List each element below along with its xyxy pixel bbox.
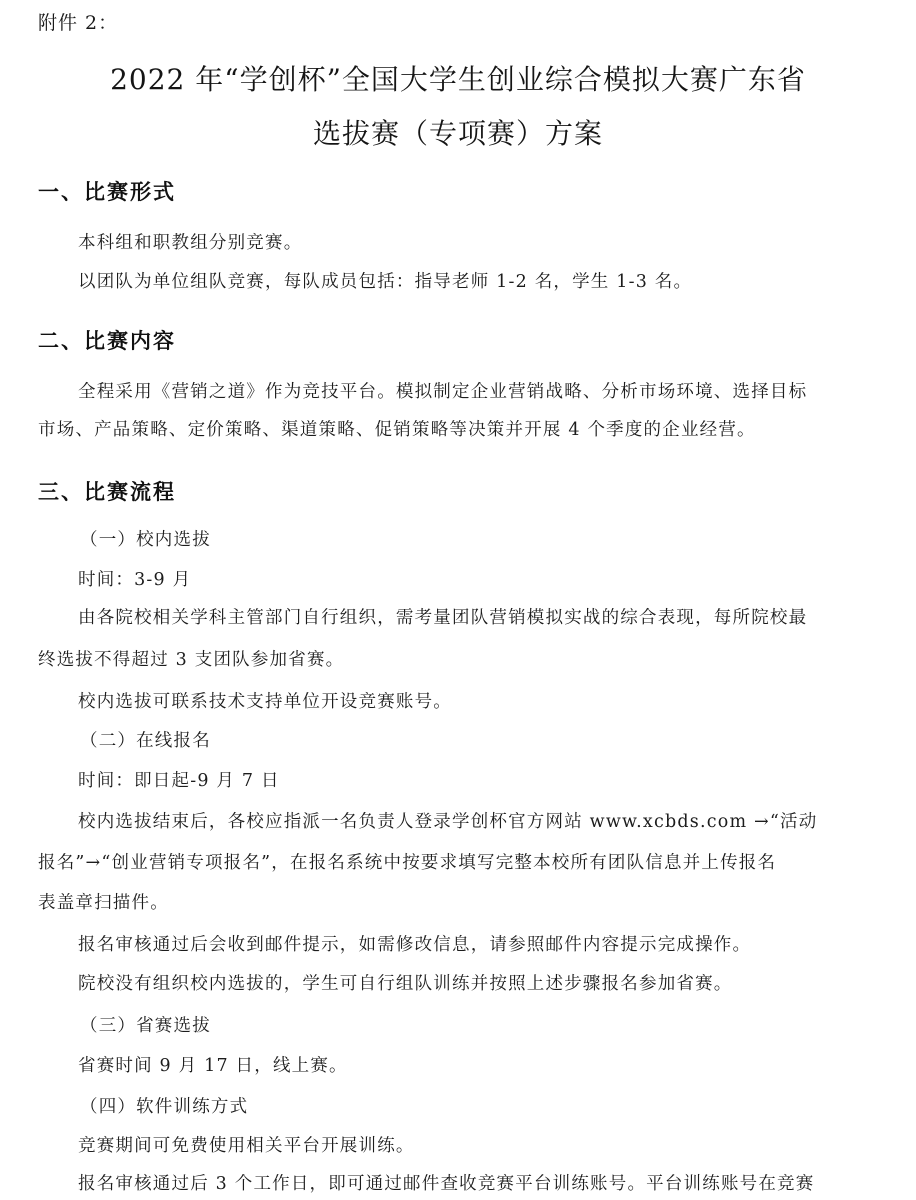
paragraph: 时间：3-9 月 (78, 570, 192, 590)
paragraph: 院校没有组织校内选拔的，学生可自行组队训练并按照上述步骤报名参加省赛。 (78, 974, 733, 994)
section-heading-content: 二、比赛内容 (38, 329, 176, 353)
paragraph: 表盖章扫描件。 (38, 893, 169, 913)
section-heading-process: 三、比赛流程 (38, 480, 176, 504)
document-title-line-2: 选拔赛（专项赛）方案 (312, 117, 603, 150)
paragraph: 本科组和职教组分别竞赛。 (78, 233, 303, 253)
section-heading-format: 一、比赛形式 (38, 180, 176, 204)
subheading: （一）校内选拔 (80, 530, 211, 550)
paragraph: 终选拔不得超过 3 支团队参加省赛。 (38, 650, 345, 670)
paragraph: 校内选拔结束后，各校应指派一名负责人登录学创杯官方网站 www.xcbds.com →“活动 (78, 812, 818, 832)
paragraph: 报名”→“创业营销专项报名”，在报名系统中按要求填写完整本校所有团队信息并上传报名 (38, 853, 777, 873)
paragraph: 竞赛期间可免费使用相关平台开展训练。 (78, 1136, 415, 1156)
paragraph: 由各院校相关学科主管部门自行组织，需考量团队营销模拟实战的综合表现，每所院校最 (78, 608, 808, 628)
paragraph: 全程采用《营销之道》作为竞技平台。模拟制定企业营销战略、分析市场环境、选择目标 (78, 382, 808, 402)
paragraph: 报名审核通过后 3 个工作日，即可通过邮件查收竞赛平台训练账号。平台训练账号在竞赛 (78, 1174, 815, 1194)
subheading: （四）软件训练方式 (80, 1097, 249, 1117)
paragraph: 以团队为单位组队竞赛，每队成员包括：指导老师 1-2 名，学生 1-3 名。 (78, 272, 693, 292)
paragraph: 省赛时间 9 月 17 日，线上赛。 (78, 1056, 348, 1076)
document-title-line-1: 2022 年“学创杯”全国大学生创业综合模拟大赛广东省 (110, 63, 806, 96)
subheading: （三）省赛选拔 (80, 1016, 211, 1036)
paragraph: 报名审核通过后会收到邮件提示，如需修改信息，请参照邮件内容提示完成操作。 (78, 935, 752, 955)
paragraph: 市场、产品策略、定价策略、渠道策略、促销策略等决策并开展 4 个季度的企业经营。 (38, 420, 756, 440)
paragraph: 校内选拔可联系技术支持单位开设竞赛账号。 (78, 692, 452, 712)
attachment-label: 附件 2： (38, 12, 119, 34)
paragraph: 时间：即日起-9 月 7 日 (78, 771, 280, 791)
subheading: （二）在线报名 (80, 731, 211, 751)
